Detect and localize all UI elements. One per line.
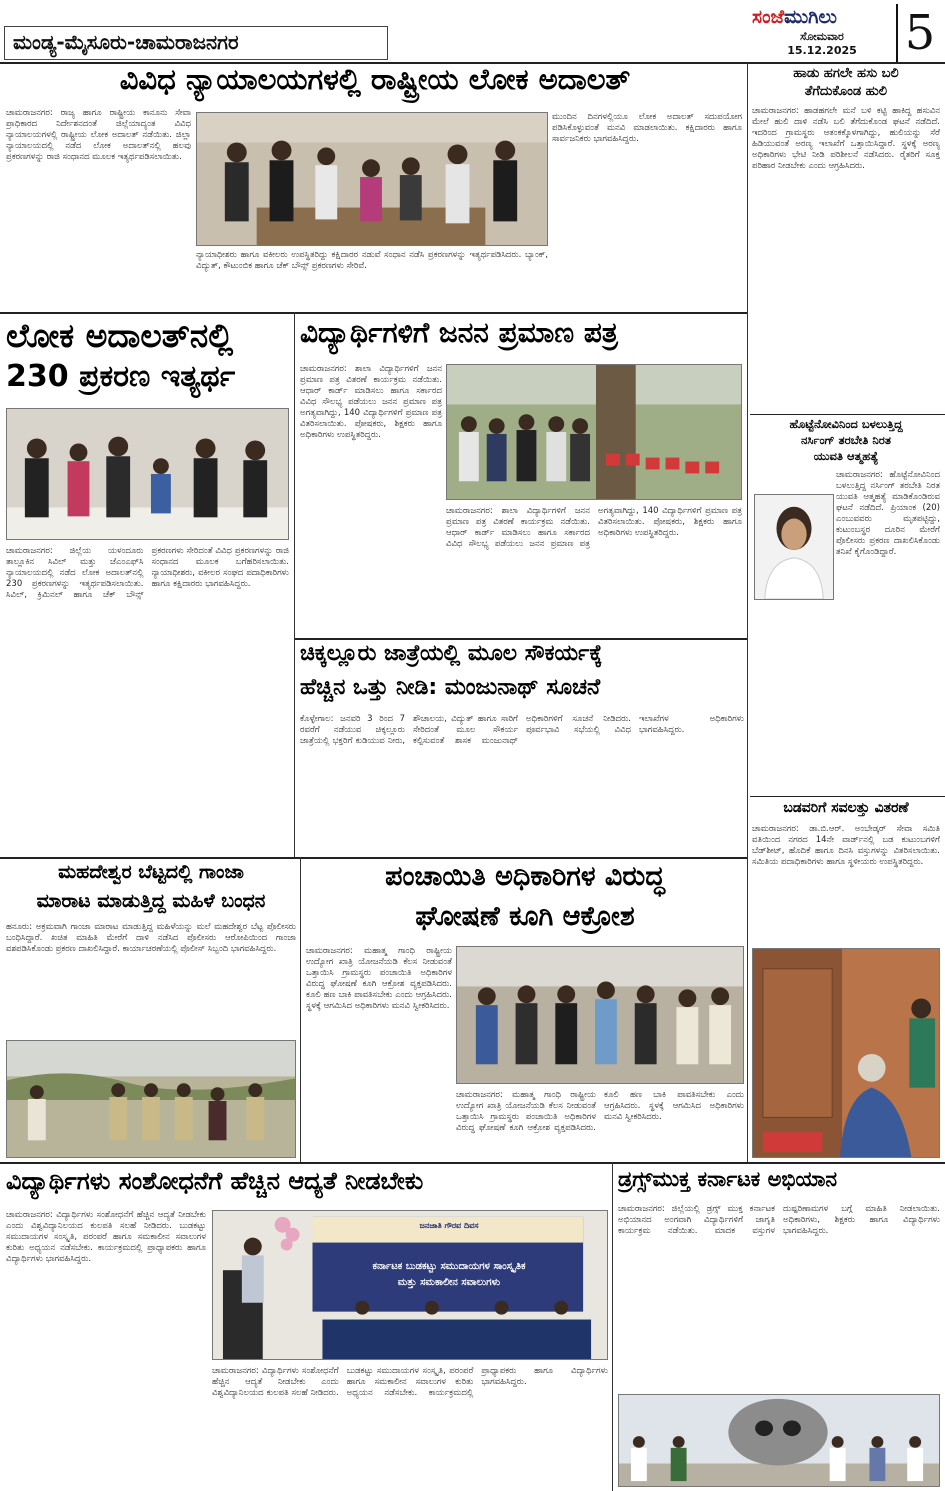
story3-body: ಚಾಮರಾಜನಗರ: ಶಾಲಾ ವಿದ್ಯಾರ್ಥಿಗಳಿಗೆ ಜನನ ಪ್ರಮಾಣ ಪತ್ರ ವಿತರಣೆ ಕಾರ್ಯಕ್ರಮ ನಡೆಯಿತು. ಆಧಾರ್ ಕಾರ್ಡ್ ಮಾಡಿಸಲು ಹಾಗೂ ಸರ್ಕಾರದ ವಿವಿಧ ಸೌಲಭ್ಯ ಪಡೆಯಲು ಜನನ ಪ್ರಮಾಣ ಪತ್ರ ಅಗತ್ಯವಾಗಿದ್ದು, 140 ವಿದ್ಯಾರ್ಥಿಗಳಿಗೆ ಪ್ರಮಾಣ ಪತ್ರ ವಿತರಿಸಲಾಯಿತು. ಪೋಷಕರು, ಶಿಕ್ಷಕರು ಹಾಗೂ ಅಧಿಕಾರಿಗಳು ಉಪಸ್ಥಿತರಿದ್ದರು.	[300, 364, 442, 440]
story2-headline-line2: 230 ಪ್ರಕರಣ ಇತ್ಯರ್ಥ	[6, 360, 236, 394]
side-divider-2	[750, 796, 945, 797]
logo-part2: ಮುಗಿಲು	[784, 6, 837, 28]
side3-headline: ಬಡವರಿಗೆ ಸವಲತ್ತು ವಿತರಣೆ	[783, 800, 909, 816]
story7-body: ಚಾಮರಾಜನಗರ: ವಿದ್ಯಾರ್ಥಿಗಳು ಸಂಶೋಧನೆಗೆ ಹೆಚ್ಚಿನ ಆದ್ಯತೆ ನೀಡಬೇಕು ಎಂದು ವಿಶ್ವವಿದ್ಯಾನಿಲಯದ ಕುಲಪತಿ ಸಲಹೆ ನೀಡಿದರು. ಬುಡಕಟ್ಟು ಸಮುದಾಯಗಳ ಸಂಸ್ಕೃತಿ, ಪರಂಪರೆ ಹಾಗೂ ಸಮಕಾಲೀನ ಸವಾಲುಗಳ ಕುರಿತು ಅಧ್ಯಯನ ನಡೆಸಬೇಕು. ಕಾರ್ಯಕ್ರಮದಲ್ಲಿ ಪ್ರಾಧ್ಯಾಪಕರು ಹಾಗೂ ವಿದ್ಯಾರ್ಥಿಗಳು ಭಾಗವಹಿಸಿದ್ದರು.	[6, 1210, 206, 1264]
story3-photo	[446, 364, 742, 500]
story1-headline: ವಿವಿಧ ನ್ಯಾಯಾಲಯಗಳಲ್ಲಿ ರಾಷ್ಟ್ರೀಯ ಲೋಕ ಅದಾಲತ್	[119, 64, 631, 96]
side1-headline-line2: ತೆಗೆದುಕೊಂಡ ಹುಲಿ	[804, 84, 888, 99]
story3-headline: ವಿದ್ಯಾರ್ಥಿಗಳಿಗೆ ಜನನ ಪ್ರಮಾಣ ಪತ್ರ	[300, 318, 618, 349]
newspaper-logo	[752, 6, 892, 60]
story1-photo	[196, 112, 548, 246]
story6-body: ಚಾಮರಾಜನಗರ: ಮಹಾತ್ಮ ಗಾಂಧಿ ರಾಷ್ಟ್ರೀಯ ಉದ್ಯೋಗ ಖಾತ್ರಿ ಯೋಜನೆಯಡಿ ಕೆಲಸ ನೀಡುವಂತೆ ಒತ್ತಾಯಿಸಿ ಗ್ರಾಮಸ್ಥರು ಪಂಚಾಯಿತಿ ಅಧಿಕಾರಿಗಳ ವಿರುದ್ಧ ಘೋಷಣೆ ಕೂಗಿ ಆಕ್ರೋಶ ವ್ಯಕ್ತಪಡಿಸಿದರು. ಕೂಲಿ ಹಣ ಬಾಕಿ ಪಾವತಿಸಬೇಕು ಎಂದು ಆಗ್ರಹಿಸಿದರು. ಸ್ಥಳಕ್ಕೆ ಆಗಮಿಸಿದ ಅಧಿಕಾರಿಗಳು ಮನವಿ ಸ್ವೀಕರಿಸಿದರು.	[306, 946, 452, 1011]
side2-headline-line3: ಯುವತಿ ಆತ್ಮಹತ್ಯೆ	[813, 450, 879, 463]
side2-headline-line2: ನರ್ಸಿಂಗ್ ತರಬೇತಿ ನಿರತ	[801, 434, 891, 447]
story1-col3: ಮುಂದಿನ ದಿನಗಳಲ್ಲಿಯೂ ಲೋಕ ಅದಾಲತ್ ಸದುಪಯೋಗ ಪಡಿಸಿಕೊಳ್ಳುವಂತೆ ಮನವಿ ಮಾಡಲಾಯಿತು. ಕಕ್ಷಿದಾರರು ಹಾಗೂ ಸಾರ್ವಜನಿಕರು ಭಾಗವಹಿಸಿದ್ದರು.	[552, 112, 742, 144]
story5-headline-line2: ಮಾರಾಟ ಮಾಡುತ್ತಿದ್ದ ಮಹಿಳೆ ಬಂಧನ	[36, 891, 266, 912]
divider-4	[0, 1162, 945, 1164]
issue-date: 15.12.2025	[787, 44, 857, 57]
story5-photo	[6, 1040, 296, 1158]
side3-photo	[752, 948, 940, 1158]
banner-line2: ಕರ್ನಾಟಕ ಬುಡಕಟ್ಟು ಸಮುದಾಯಗಳ ಸಾಂಸ್ಕೃತಿಕ	[372, 1261, 526, 1272]
story5-body: ಹನೂರು: ಅಕ್ರಮವಾಗಿ ಗಾಂಜಾ ಮಾರಾಟ ಮಾಡುತ್ತಿದ್ದ ಮಹಿಳೆಯನ್ನು ಮಲೆ ಮಹದೇಶ್ವರ ಬೆಟ್ಟ ಪೊಲೀಸರು ಬಂಧಿಸಿದ್ದಾರೆ. ಖಚಿತ ಮಾಹಿತಿ ಮೇರೆಗೆ ದಾಳಿ ನಡೆಸಿದ ಪೊಲೀಸರು ಆರೋಪಿಯಿಂದ ಗಾಂಜಾ ವಶಪಡಿಸಿಕೊಂಡು ಪ್ರಕರಣ ದಾಖಲಿಸಿದ್ದಾರೆ. ಕಾರ್ಯಾಚರಣೆಯಲ್ಲಿ ಪೊಲೀಸ್ ಸಿಬ್ಬಂದಿ ಭಾಗವಹಿಸಿದ್ದರು.	[6, 922, 296, 954]
divider-3	[0, 857, 747, 859]
column-divider-2	[300, 857, 301, 1162]
story1-col1: ಚಾಮರಾಜನಗರ: ರಾಜ್ಯ ಹಾಗೂ ರಾಷ್ಟ್ರೀಯ ಕಾನೂನು ಸೇವಾ ಪ್ರಾಧಿಕಾರದ ನಿರ್ದೇಶನದಂತೆ ಜಿಲ್ಲೆಯಾದ್ಯಂತ ವಿವಿಧ ನ್ಯಾಯಾಲಯಗಳಲ್ಲಿ ರಾಷ್ಟ್ರೀಯ ಲೋಕ ಅದಾಲತ್ ನಡೆಯಿತು. ಜಿಲ್ಲಾ ನ್ಯಾಯಾಲಯದಲ್ಲಿ ನಡೆದ ಲೋಕ ಅದಾಲತ್‌ನಲ್ಲಿ ಹಲವು ಪ್ರಕರಣಗಳನ್ನು ರಾಜಿ ಸಂಧಾನದ ಮೂಲಕ ಇತ್ಯರ್ಥಪಡಿಸಲಾಯಿತು.	[6, 108, 191, 162]
region-title: ಮಂಡ್ಯ-ಮೈಸೂರು-ಚಾಮರಾಜನಗರ	[4, 26, 388, 60]
story6-body-cont: ಚಾಮರಾಜನಗರ: ಮಹಾತ್ಮ ಗಾಂಧಿ ರಾಷ್ಟ್ರೀಯ ಉದ್ಯೋಗ ಖಾತ್ರಿ ಯೋಜನೆಯಡಿ ಕೆಲಸ ನೀಡುವಂತೆ ಒತ್ತಾಯಿಸಿ ಗ್ರಾಮಸ್ಥರು ಪಂಚಾಯಿತಿ ಅಧಿಕಾರಿಗಳ ವಿರುದ್ಧ ಘೋಷಣೆ ಕೂಗಿ ಆಕ್ರೋಶ ವ್ಯಕ್ತಪಡಿಸಿದರು. ಕೂಲಿ ಹಣ ಬಾಕಿ ಪಾವತಿಸಬೇಕು ಎಂದು ಆಗ್ರಹಿಸಿದರು. ಸ್ಥಳಕ್ಕೆ ಆಗಮಿಸಿದ ಅಧಿಕಾರಿಗಳು ಮನವಿ ಸ್ವೀಕರಿಸಿದರು.	[456, 1090, 744, 1133]
story5-headline-line1: ಮಹದೇಶ್ವರ ಬೆಟ್ಟದಲ್ಲಿ ಗಾಂಜಾ	[58, 862, 244, 883]
issue-day: ಸೋಮವಾರ	[800, 30, 844, 43]
story2-body: ಚಾಮರಾಜನಗರ: ಜಿಲ್ಲೆಯ ಯಳಂದೂರು ತಾಲ್ಲೂಕಿನ ಸಿವಿಲ್ ಮತ್ತು ಜೆಎಂಎಫ್‌ಸಿ ನ್ಯಾಯಾಲಯದಲ್ಲಿ ನಡೆದ ಲೋಕ ಅದಾಲತ್‌ನಲ್ಲಿ 230 ಪ್ರಕರಣಗಳನ್ನು ಇತ್ಯರ್ಥಪಡಿಸಲಾಯಿತು. ಸಿವಿಲ್, ಕ್ರಿಮಿನಲ್ ಹಾಗೂ ಚೆಕ್ ಬೌನ್ಸ್ ಪ್ರಕರಣಗಳು ಸೇರಿದಂತೆ ವಿವಿಧ ಪ್ರಕರಣಗಳನ್ನು ರಾಜಿ ಸಂಧಾನದ ಮೂಲಕ ಬಗೆಹರಿಸಲಾಯಿತು. ನ್ಯಾಯಾಧೀಶರು, ವಕೀಲರ ಸಂಘದ ಪದಾಧಿಕಾರಿಗಳು ಹಾಗೂ ಕಕ್ಷಿದಾರರು ಭಾಗವಹಿಸಿದ್ದರು.	[6, 546, 289, 600]
divider-1	[0, 312, 747, 314]
side1-headline-line1: ಹಾಡು ಹಗಲೇ ಹಸು ಬಲಿ	[793, 66, 899, 81]
side2-body-text: ಚಾಮರಾಜನಗರ: ಹೊಟ್ಟೆನೋವಿನಿಂದ ಬಳಲುತ್ತಿದ್ದ ನರ್ಸಿಂಗ್ ತರಬೇತಿ ನಿರತ ಯುವತಿ ಆತ್ಮಹತ್ಯೆ ಮಾಡಿಕೊಂಡಿರುವ ಘಟನೆ ನಡೆದಿದೆ. ಪ್ರಿಯಾಂಕ (20) ಎಂಬುವವರು ಮೃತಪಟ್ಟಿದ್ದು, ಕುಟುಂಬಸ್ಥರ ದೂರಿನ ಮೇರೆಗೆ ಪೊಲೀಸರು ಪ್ರಕರಣ ದಾಖಲಿಸಿಕೊಂಡು ತನಿಖೆ ಕೈಗೊಂಡಿದ್ದಾರೆ.	[836, 470, 940, 557]
side-divider-1	[750, 414, 945, 415]
story2-headline-line1: ಲೋಕ ಅದಾಲತ್‌ನಲ್ಲಿ	[6, 318, 234, 355]
banner-line3: ಮತ್ತು ಸಮಕಾಲೀನ ಸವಾಲುಗಳು	[397, 1277, 501, 1288]
story7-headline: ವಿದ್ಯಾರ್ಥಿಗಳು ಸಂಶೋಧನೆಗೆ ಹೆಚ್ಚಿನ ಆದ್ಯತೆ ನೀಡಬೇಕು	[6, 1168, 424, 1195]
banner-line1: ಜನಜಾತಿ ಗೌರವ ದಿವಸ	[419, 1221, 479, 1230]
right-column-divider	[747, 62, 748, 1162]
story8-body: ಚಾಮರಾಜನಗರ: ಜಿಲ್ಲೆಯಲ್ಲಿ ಡ್ರಗ್ಸ್ ಮುಕ್ತ ಕರ್ನಾಟಕ ಅಭಿಯಾನದ ಅಂಗವಾಗಿ ವಿದ್ಯಾರ್ಥಿಗಳಿಗೆ ಜಾಗೃತಿ ಕಾರ್ಯಕ್ರಮ ನಡೆಯಿತು. ಮಾದಕ ವಸ್ತುಗಳ ದುಷ್ಪರಿಣಾಮಗಳ ಬಗ್ಗೆ ಮಾಹಿತಿ ನೀಡಲಾಯಿತು. ಅಧಿಕಾರಿಗಳು, ಶಿಕ್ಷಕರು ಹಾಗೂ ವಿದ್ಯಾರ್ಥಿಗಳು ಭಾಗವಹಿಸಿದ್ದರು.	[618, 1204, 940, 1236]
story3-body-cont: ಚಾಮರಾಜನಗರ: ಶಾಲಾ ವಿದ್ಯಾರ್ಥಿಗಳಿಗೆ ಜನನ ಪ್ರಮಾಣ ಪತ್ರ ವಿತರಣೆ ಕಾರ್ಯಕ್ರಮ ನಡೆಯಿತು. ಆಧಾರ್ ಕಾರ್ಡ್ ಮಾಡಿಸಲು ಹಾಗೂ ಸರ್ಕಾರದ ವಿವಿಧ ಸೌಲಭ್ಯ ಪಡೆಯಲು ಜನನ ಪ್ರಮಾಣ ಪತ್ರ ಅಗತ್ಯವಾಗಿದ್ದು, 140 ವಿದ್ಯಾರ್ಥಿಗಳಿಗೆ ಪ್ರಮಾಣ ಪತ್ರ ವಿತರಿಸಲಾಯಿತು. ಪೋಷಕರು, ಶಿಕ್ಷಕರು ಹಾಗೂ ಅಧಿಕಾರಿಗಳು ಉಪಸ್ಥಿತರಿದ್ದರು.	[446, 506, 742, 549]
column-divider-1	[294, 312, 295, 857]
story1-col2: ನ್ಯಾಯಾಧೀಶರು ಹಾಗೂ ವಕೀಲರು ಉಪಸ್ಥಿತರಿದ್ದು ಕಕ್ಷಿದಾರರ ನಡುವೆ ಸಂಧಾನ ನಡೆಸಿ ಪ್ರಕರಣಗಳನ್ನು ಇತ್ಯರ್ಥಪಡಿಸಿದರು. ಬ್ಯಾಂಕ್, ವಿದ್ಯುತ್, ಕೌಟುಂಬಿಕ ಹಾಗೂ ಚೆಕ್ ಬೌನ್ಸ್ ಪ್ರಕರಣಗಳು ಸೇರಿವೆ.	[196, 250, 548, 271]
column-divider-3	[612, 1162, 613, 1491]
logo-part1: ಸಂಜೆ	[752, 6, 785, 28]
story2-photo	[6, 408, 289, 540]
divider-2	[294, 638, 747, 640]
side2-headline-line1: ಹೊಟ್ಟೆನೋವಿನಿಂದ ಬಳಲುತ್ತಿದ್ದ	[789, 418, 903, 431]
story6-headline-line2: ಘೋಷಣೆ ಕೂಗಿ ಆಕ್ರೋಶ	[415, 902, 635, 932]
side2-body	[752, 470, 940, 792]
side3-body: ಚಾಮರಾಜನಗರ: ಡಾ.ಬಿ.ಆರ್. ಅಂಬೇಡ್ಕರ್ ಸೇವಾ ಸಮಿತಿ ವತಿಯಿಂದ ನಗರದ 14ನೇ ವಾರ್ಡ್‌ನಲ್ಲಿ ಬಡ ಕುಟುಂಬಗಳಿಗೆ ಬೆಡ್‌ಶೀಟ್, ಹೊದಿಕೆ ಹಾಗೂ ದಿನಸಿ ವಸ್ತುಗಳನ್ನು ವಿತರಿಸಲಾಯಿತು. ಸಮಿತಿಯ ಪದಾಧಿಕಾರಿಗಳು ಹಾಗೂ ಸ್ಥಳೀಯರು ಉಪಸ್ಥಿತರಿದ್ದರು.	[752, 824, 940, 867]
story6-photo	[456, 946, 744, 1084]
story7-body-cont: ಚಾಮರಾಜನಗರ: ವಿದ್ಯಾರ್ಥಿಗಳು ಸಂಶೋಧನೆಗೆ ಹೆಚ್ಚಿನ ಆದ್ಯತೆ ನೀಡಬೇಕು ಎಂದು ವಿಶ್ವವಿದ್ಯಾನಿಲಯದ ಕುಲಪತಿ ಸಲಹೆ ನೀಡಿದರು. ಬುಡಕಟ್ಟು ಸಮುದಾಯಗಳ ಸಂಸ್ಕೃತಿ, ಪರಂಪರೆ ಹಾಗೂ ಸಮಕಾಲೀನ ಸವಾಲುಗಳ ಕುರಿತು ಅಧ್ಯಯನ ನಡೆಸಬೇಕು. ಕಾರ್ಯಕ್ರಮದಲ್ಲಿ ಪ್ರಾಧ್ಯಾಪಕರು ಹಾಗೂ ವಿದ್ಯಾರ್ಥಿಗಳು ಭಾಗವಹಿಸಿದ್ದರು.	[212, 1366, 608, 1398]
story4-headline-line1: ಚಿಕ್ಕಲ್ಲೂರು ಜಾತ್ರೆಯಲ್ಲಿ ಮೂಲ ಸೌಕರ್ಯಕ್ಕೆ	[300, 642, 603, 666]
story4-headline-line2: ಹೆಚ್ಚಿನ ಒತ್ತು ನೀಡಿ: ಮಂಜುನಾಥ್ ಸೂಚನೆ	[300, 676, 601, 700]
story4-body: ಕೊಳ್ಳೇಗಾಲ: ಜನವರಿ 3 ರಿಂದ 7 ರವರೆಗೆ ನಡೆಯುವ ಚಿಕ್ಕಲ್ಲೂರು ಜಾತ್ರೆಯಲ್ಲಿ ಭಕ್ತರಿಗೆ ಕುಡಿಯುವ ನೀರು, ಶೌಚಾಲಯ, ವಿದ್ಯುತ್ ಹಾಗೂ ಸಾರಿಗೆ ಸೇರಿದಂತೆ ಮೂಲ ಸೌಕರ್ಯ ಕಲ್ಪಿಸುವಂತೆ ಶಾಸಕ ಮಂಜುನಾಥ್ ಅಧಿಕಾರಿಗಳಿಗೆ ಸೂಚನೆ ನೀಡಿದರು. ಪೂರ್ವಭಾವಿ ಸಭೆಯಲ್ಲಿ ವಿವಿಧ ಇಲಾಖೆಗಳ ಅಧಿಕಾರಿಗಳು ಭಾಗವಹಿಸಿದ್ದರು.	[300, 714, 744, 746]
story8-photo	[618, 1394, 940, 1487]
story7-photo	[212, 1210, 608, 1360]
page-number: 5	[896, 4, 942, 62]
story8-headline: ಡ್ರಗ್ಸ್‌ಮುಕ್ತ ಕರ್ನಾಟಕ ಅಭಿಯಾನ	[618, 1168, 838, 1191]
story6-headline-line1: ಪಂಚಾಯಿತಿ ಅಧಿಕಾರಿಗಳ ವಿರುದ್ಧ	[385, 862, 665, 892]
side1-body: ಚಾಮರಾಜನಗರ: ಹಾಡಹಗಲೇ ಮನೆ ಬಳಿ ಕಟ್ಟಿ ಹಾಕಿದ್ದ ಹಸುವಿನ ಮೇಲೆ ಹುಲಿ ದಾಳಿ ನಡೆಸಿ ಬಲಿ ತೆಗೆದುಕೊಂಡ ಘಟನೆ ನಡೆದಿದೆ. ಇದರಿಂದ ಗ್ರಾಮಸ್ಥರು ಆತಂಕಕ್ಕೊಳಗಾಗಿದ್ದು, ಹುಲಿಯನ್ನು ಸೆರೆ ಹಿಡಿಯುವಂತೆ ಅರಣ್ಯ ಇಲಾಖೆಗೆ ಒತ್ತಾಯಿಸಿದ್ದಾರೆ. ಸ್ಥಳಕ್ಕೆ ಅರಣ್ಯ ಅಧಿಕಾರಿಗಳು ಭೇಟಿ ನೀಡಿ ಪರಿಶೀಲನೆ ನಡೆಸಿದರು. ರೈತರಿಗೆ ಸೂಕ್ತ ಪರಿಹಾರ ನೀಡಬೇಕು ಎಂದು ಆಗ್ರಹಿಸಿದರು.	[752, 106, 940, 171]
